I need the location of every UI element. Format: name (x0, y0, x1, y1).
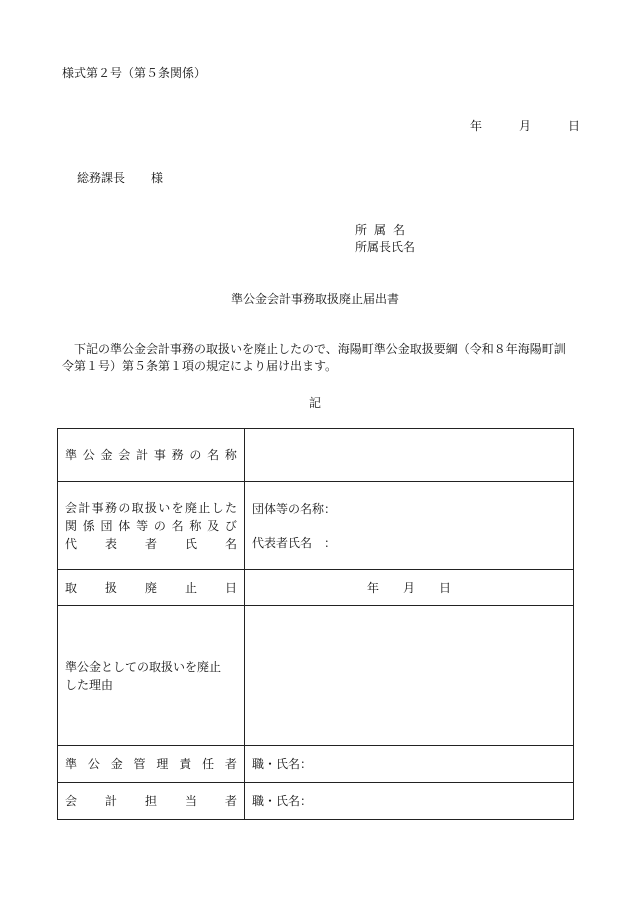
label-char: 管 (133, 757, 146, 771)
row3-value[interactable] (245, 570, 574, 606)
label-char: 取 (131, 500, 144, 515)
label-char: 担 (144, 794, 157, 808)
row1-label (58, 429, 245, 482)
label-char: 者 (224, 794, 237, 808)
row6-label-text (65, 792, 237, 810)
label-char: 代 (65, 536, 78, 551)
label-char: 関 (65, 518, 78, 533)
label-char: 会 (65, 794, 78, 808)
abolition-date (252, 579, 566, 597)
label-char: 任 (202, 757, 215, 771)
date-day: 日 (567, 119, 580, 133)
label-char: 務 (104, 500, 117, 515)
organization-name-label: 団体等の名称： (252, 501, 337, 516)
label-char: 当 (184, 794, 197, 808)
label-char: 及 (207, 518, 220, 533)
label-char: 金 (100, 448, 113, 462)
abolition-day: 日 (439, 580, 452, 595)
body-text (62, 341, 572, 375)
label-char: 計 (78, 500, 91, 515)
label-char: の (118, 500, 131, 515)
row1-label-text (65, 446, 237, 464)
label-char: 名 (207, 448, 220, 462)
label-char: 者 (224, 757, 237, 771)
label-char: 係 (82, 518, 95, 533)
label-char: 廃 (144, 580, 157, 595)
label-char: の (189, 448, 202, 462)
row5-label (58, 746, 245, 783)
label-char: 名 (171, 518, 184, 533)
label-char: 務 (171, 448, 184, 462)
label-char: い (158, 500, 171, 515)
row2-value[interactable] (245, 482, 574, 570)
label-char: 準 (65, 757, 78, 771)
label-char: 事 (91, 500, 104, 515)
label-char: 計 (104, 794, 117, 808)
row2-label-line1 (65, 499, 237, 517)
row2-label-line3 (65, 535, 237, 553)
sender-chief-name: 所属長氏名 (355, 240, 416, 254)
abolition-year: 年 (366, 580, 379, 595)
label-char: 計 (136, 448, 149, 462)
label-char: 廃 (184, 500, 197, 515)
accountant-position-name-label: 職・氏名： (252, 794, 313, 808)
label-char: を (171, 500, 184, 515)
ki-heading: 記 (308, 396, 321, 410)
sender-affiliation: 所属名 (355, 223, 413, 237)
label-char: 準 (65, 448, 78, 462)
table-row-manager (58, 746, 574, 783)
representative-name-label: 代表者氏名 ： (252, 535, 337, 550)
date-year: 年 (470, 119, 483, 133)
label-char: 団 (100, 518, 113, 533)
label-char: 扱 (144, 500, 157, 515)
label-char: 者 (144, 536, 157, 551)
row4-label-line1: 準公金としての取扱いを廃止 (65, 659, 222, 674)
row3-label (58, 570, 245, 606)
row6-label (58, 783, 245, 820)
row2-label (58, 482, 245, 570)
label-char: 止 (184, 580, 197, 595)
row1-value[interactable] (245, 429, 574, 482)
date-month: 月 (518, 119, 531, 133)
label-char: の (153, 518, 166, 533)
row3-label-text (65, 579, 237, 597)
label-char: 会 (65, 500, 78, 515)
addressee (77, 169, 163, 186)
document-title: 準公金会計事務取扱廃止届出書 (230, 292, 399, 306)
row4-label-line2: した理由 (65, 677, 114, 692)
label-char: 氏 (184, 536, 197, 551)
form-table (57, 428, 574, 820)
table-row-organization (58, 482, 574, 570)
body-sentence: 下記の準公金会計事務の取扱いを廃止したので、海陽町準公金取扱要綱（令和８年海陽町訓令第１号）第５条第１項の規定により届け出ます。 (62, 342, 566, 373)
manager-position-name-label: 職・氏名： (252, 757, 313, 771)
label-char: 体 (118, 518, 131, 533)
row6-value[interactable] (245, 783, 574, 820)
label-char: た (224, 500, 237, 515)
table-row-name (58, 429, 574, 482)
row5-label-text (65, 755, 237, 773)
row4-value[interactable] (245, 606, 574, 746)
label-char: 公 (82, 448, 95, 462)
label-char: 称 (224, 448, 237, 462)
label-char: 責 (179, 757, 192, 771)
label-char: 止 (198, 500, 211, 515)
row5-value[interactable] (245, 746, 574, 783)
label-char: 事 (153, 448, 166, 462)
table-row-accountant (58, 783, 574, 820)
row4-label (58, 606, 245, 746)
label-char: 金 (110, 757, 123, 771)
label-char: し (211, 500, 224, 515)
label-char: 等 (136, 518, 149, 533)
label-char: 称 (189, 518, 202, 533)
label-char: 日 (224, 580, 237, 595)
addressee-honorific: 様 (151, 171, 164, 185)
label-char: 公 (87, 757, 100, 771)
submission-date (470, 117, 580, 134)
label-char: 理 (156, 757, 169, 771)
abolition-month: 月 (402, 580, 415, 595)
label-char: 名 (224, 536, 237, 551)
row2-label-line2 (65, 517, 237, 535)
label-char: 表 (104, 536, 117, 551)
addressee-name: 総務課長 (77, 171, 126, 185)
label-char: 取 (65, 580, 78, 595)
table-row-abolition-date (58, 570, 574, 606)
label-char: 扱 (104, 580, 117, 595)
label-char: 会 (118, 448, 131, 462)
label-char: び (224, 518, 237, 533)
form-number: 様式第２号（第５条関係） (62, 66, 207, 80)
table-row-reason (58, 606, 574, 746)
